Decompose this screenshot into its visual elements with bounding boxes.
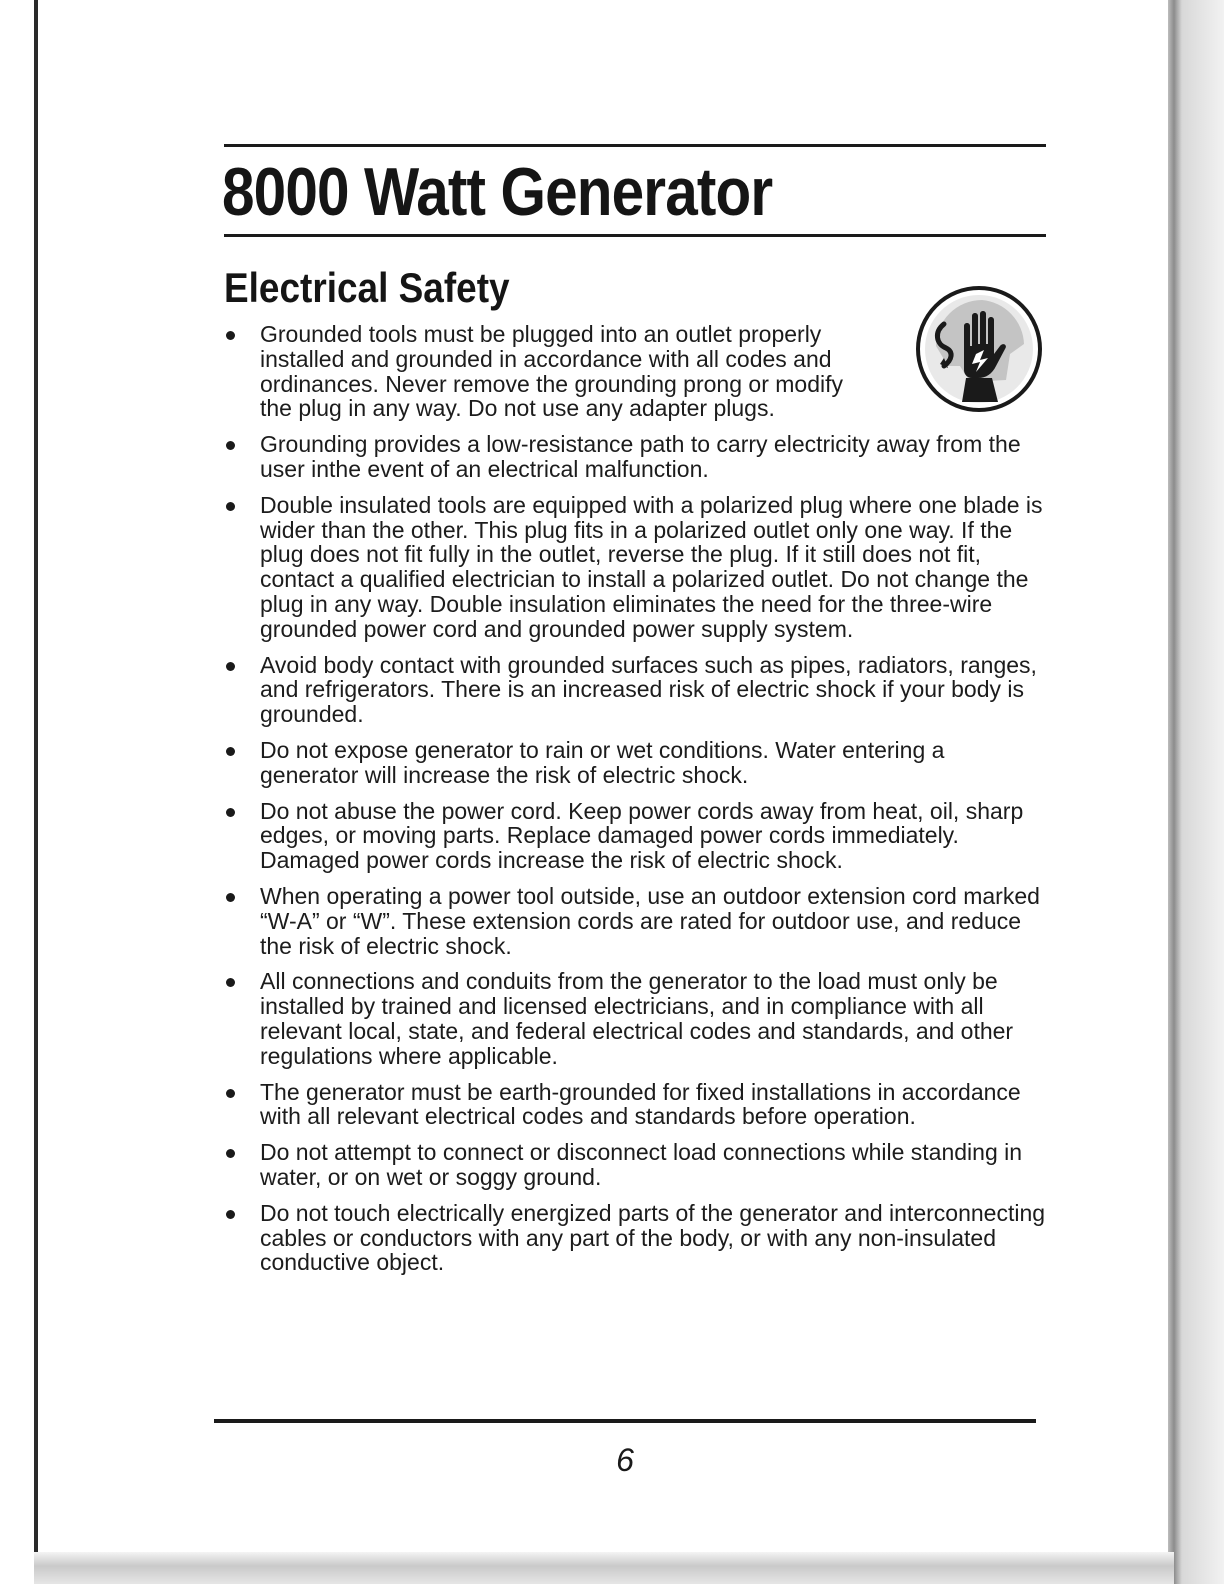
document-title: 8000 Watt Generator <box>222 154 773 230</box>
electrical-safety-list <box>226 322 1046 1286</box>
list-item-text: Do not abuse the power cord. Keep power cords away from heat, oil, sharp edges, or moving parts. Replace damaged power cords immediately. Damaged power cords increase the risk of electric shock. <box>260 797 1024 874</box>
bullet-dot-icon <box>226 1210 235 1219</box>
list-item-text: Double insulated tools are equipped with a polarized plug where one blade is wider than the other. This plug fits in a polarized outlet only one way. If the plug does not fit fully in the outlet, reverse the plug. If it still does not fit, contact a qualified electrician to install a polarized outlet. Do not change the plug in any way. Double insulation eliminates the need for the three-wire grounded power cord and grounded power supply system. <box>260 491 1043 642</box>
list-item <box>226 1140 1046 1190</box>
list-item <box>226 799 1046 873</box>
list-item <box>226 969 1046 1068</box>
title-rule-top <box>224 144 1046 147</box>
list-item <box>226 884 1046 958</box>
bullet-dot-icon <box>226 1089 235 1098</box>
list-item <box>226 738 1046 788</box>
list-item-text: The generator must be earth-grounded for fixed installations in accordance with all relevant electrical codes and standards before operation. <box>260 1078 1021 1130</box>
list-item-text: Do not touch electrically energized parts of the generator and interconnecting cables or conductors with any part of the body, or with any non-insulated conductive object. <box>260 1199 1046 1276</box>
bullet-dot-icon <box>226 747 235 756</box>
list-item-text: All connections and conduits from the generator to the load must only be installed by trained and licensed electricians, and in compliance with all relevant local, state, and federal electrical codes and standards, and other regulations where applicable. <box>260 968 1014 1069</box>
list-item <box>226 322 1046 421</box>
list-item-text: Do not expose generator to rain or wet conditions. Water entering a generator will increase the risk of electric shock. <box>260 736 945 788</box>
scan-bottom-edge <box>34 1552 1174 1584</box>
scan-left-edge <box>34 0 38 1584</box>
bullet-dot-icon <box>226 808 235 817</box>
bullet-dot-icon <box>226 1149 235 1158</box>
list-item <box>226 432 1046 482</box>
list-item <box>226 1201 1046 1275</box>
list-item-text: Do not attempt to connect or disconnect load connections while standing in water, or on wet or soggy ground. <box>260 1139 1023 1190</box>
list-item <box>226 493 1046 642</box>
list-item <box>226 1080 1046 1130</box>
bullet-dot-icon <box>226 662 235 671</box>
list-item <box>226 653 1046 727</box>
page-number: 6 <box>616 1442 634 1478</box>
list-item-text: When operating a power tool outside, use an outdoor extension cord marked “W-A” or “W”. These extension cords are rated for outdoor use, and reduce the risk of electric shock. <box>260 882 1040 959</box>
bullet-dot-icon <box>226 978 235 987</box>
list-item-text: Avoid body contact with grounded surfaces such as pipes, radiators, ranges, and refrigerators. There is an increased risk of electric shock if your body is grounded. <box>260 651 1037 728</box>
scan-right-edge <box>1168 0 1224 1584</box>
list-item-text: Grounding provides a low-resistance path to carry electricity away from the user inthe event of an electrical malfunction. <box>260 431 1021 482</box>
footer-rule <box>214 1419 1036 1423</box>
title-rule-bottom <box>224 234 1046 237</box>
section-heading: Electrical Safety <box>224 264 510 311</box>
list-item-text: Grounded tools must be plugged into an outlet properly installed and grounded in accordance with all codes and ordinances. Never remove the grounding prong or modify the plug in any way. Do not use any adapter plugs. <box>260 321 843 422</box>
bullet-dot-icon <box>226 502 235 511</box>
bullet-dot-icon <box>226 331 235 340</box>
bullet-dot-icon <box>226 893 235 902</box>
bullet-dot-icon <box>226 441 235 450</box>
